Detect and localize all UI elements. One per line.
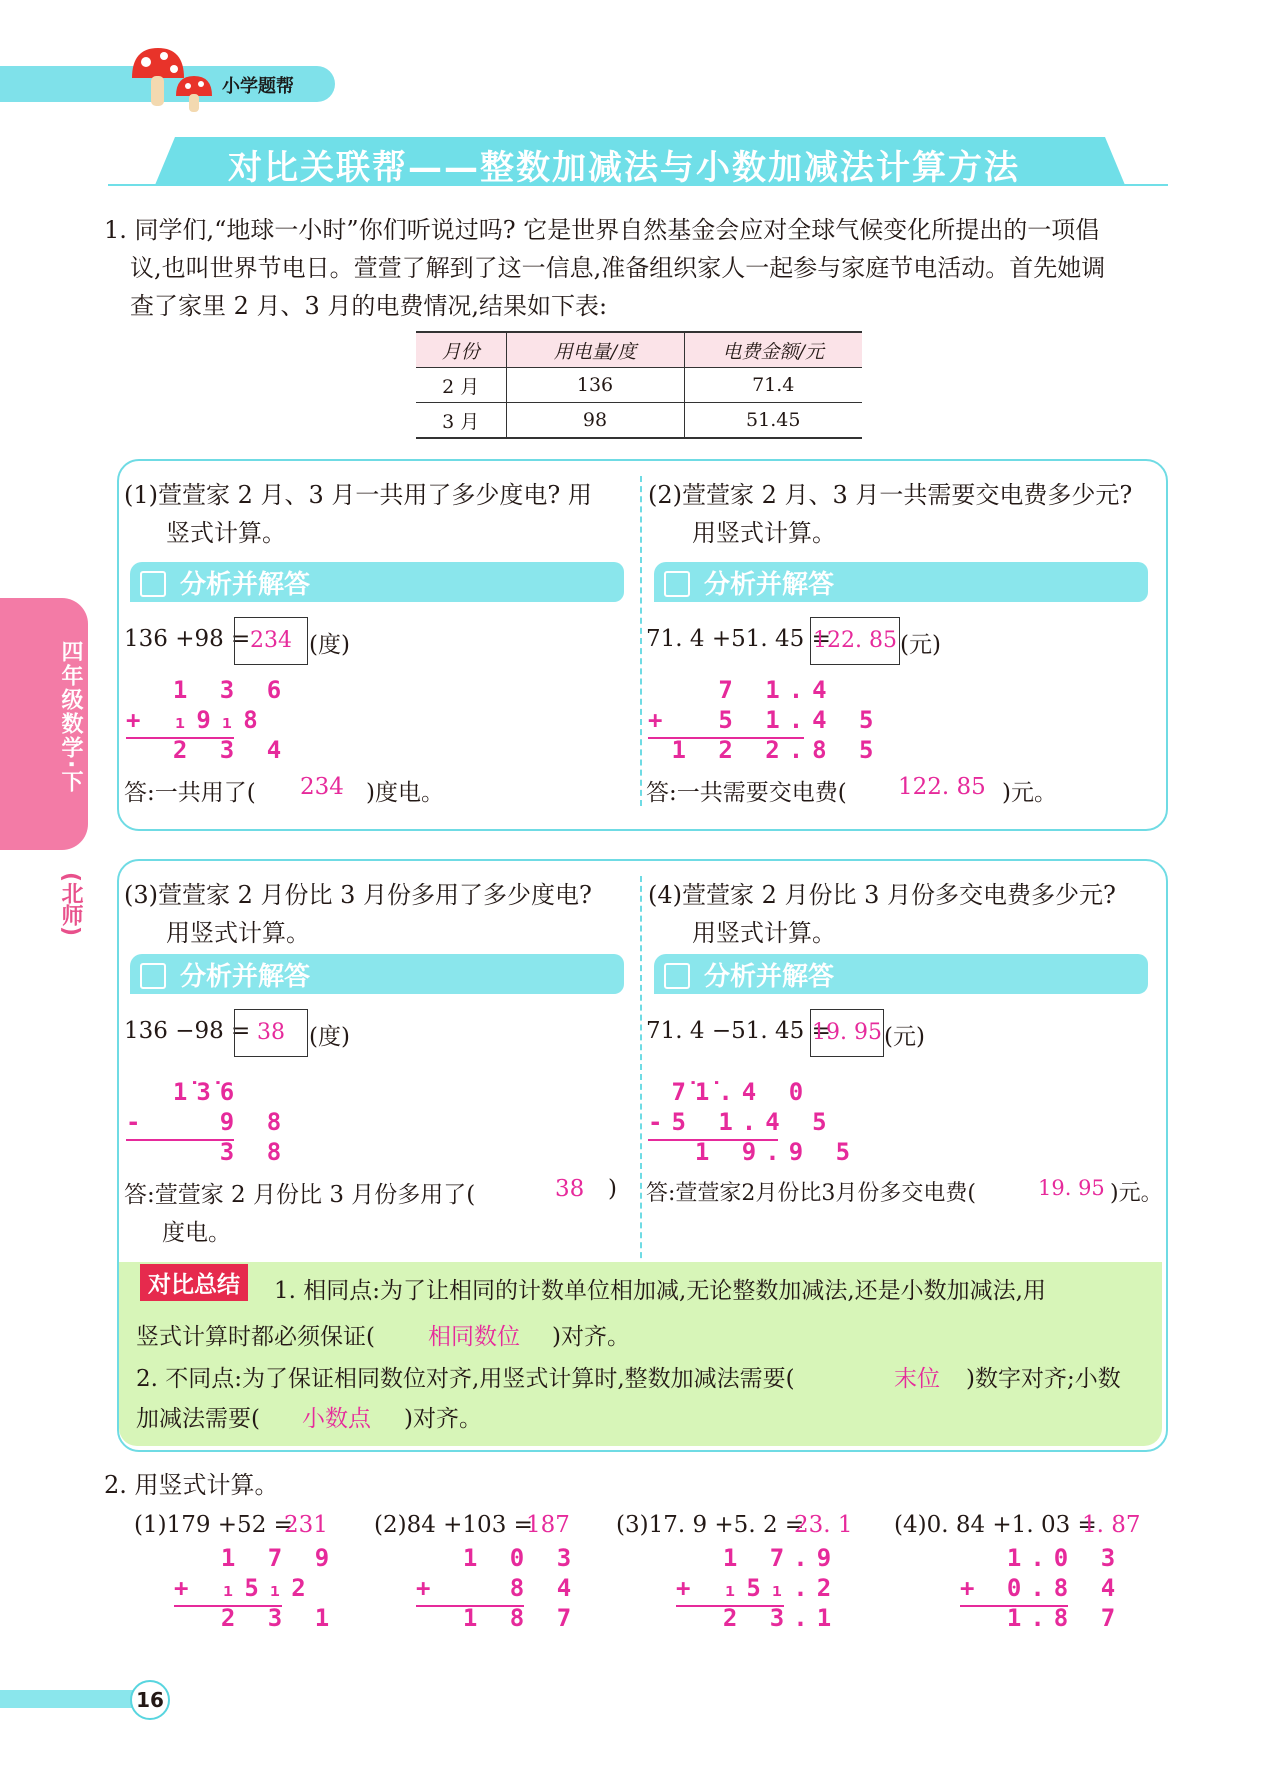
q2-item3-row1: 1 7.9	[676, 1544, 841, 1572]
p2-answer-suffix: )元。	[1002, 780, 1057, 806]
brand-name: 小学题帮	[222, 76, 294, 97]
q2-item4-row2: + 0.8 4	[960, 1574, 1125, 1602]
q2-item2-label: (2)84 +103 =	[374, 1512, 533, 1538]
q2-item2-row1: 1 0 3	[416, 1544, 581, 1572]
p3-answer-line2: 度电。	[162, 1220, 231, 1246]
q2-item4-answer: 1. 87	[1082, 1512, 1141, 1538]
table-header: 月份	[416, 332, 506, 368]
p1-answer-value: 234	[300, 774, 344, 800]
p3-answer-box: 38	[234, 1009, 308, 1057]
p2-vertical-row1: 7 1.4	[648, 676, 836, 704]
p1-vertical-row1: 1 3 6	[126, 676, 291, 704]
summary-point1-end: )对齐。	[552, 1324, 630, 1350]
p4-equation: 71. 4 −51. 45 =	[646, 1018, 831, 1044]
p1-unit: (度)	[309, 632, 350, 658]
q2-item4-row3: 1.8 7	[960, 1604, 1125, 1632]
q2-title: 2. 用竖式计算。	[104, 1471, 279, 1499]
p3-question-line1: (3)萱萱家 2 月份比 3 月份多用了多少度电?	[124, 881, 592, 909]
q1-line2: 议,也叫世界节电日。萱萱了解到了这一信息,准备组织家人一起参与家庭节电活动。首先她调	[130, 254, 1106, 282]
p2-answer-prefix: 答:一共需要交电费(	[646, 780, 847, 806]
q2-item1-label: (1)179 +52 =	[134, 1512, 293, 1538]
panel-divider	[640, 876, 642, 1268]
summary-point2-line1: 2. 不同点:为了保证相同数位对齐,用竖式计算时,整数加减法需要(	[136, 1366, 795, 1392]
footer-bar	[0, 1690, 140, 1708]
q2-item3-row2: + ₁5₁.2	[676, 1574, 841, 1602]
p2-question-line1: (2)萱萱家 2 月、3 月一共需要交电费多少元?	[648, 481, 1133, 509]
edition-label: (北师)	[58, 872, 83, 937]
p4-vertical-row1: 7̇1̇.4 0	[648, 1078, 813, 1106]
page-number: 16	[130, 1680, 170, 1720]
p3-vertical-row3: 3 8	[126, 1138, 291, 1166]
p2-unit: (元)	[900, 632, 941, 658]
p4-answer-value: 19. 95	[1038, 1176, 1105, 1200]
p4-unit: (元)	[884, 1024, 925, 1050]
electricity-table	[416, 331, 862, 439]
p4-question-line1: (4)萱萱家 2 月份比 3 月份多交电费多少元?	[648, 881, 1116, 909]
mushroom-icon	[128, 44, 220, 114]
p1-vertical-row2: + ₁9₁8	[126, 706, 267, 734]
p3-analysis-label: 分析并解答	[180, 962, 311, 992]
panel-divider	[640, 476, 642, 806]
page-title: 对比关联帮——整数加减法与小数加减法计算方法	[228, 148, 1020, 188]
table-header: 用电量/度	[506, 332, 684, 368]
p2-vertical-row2: + 5 1.4 5	[648, 706, 883, 734]
p1-analysis-label: 分析并解答	[180, 570, 311, 600]
summary-point2-end: )对齐。	[404, 1406, 482, 1432]
p1-equation: 136 +98 =	[124, 626, 251, 652]
p3-vertical-row2: - 9 8	[126, 1108, 291, 1136]
q2-item3-answer: 23. 1	[794, 1512, 853, 1538]
summary-point2-mid: )数字对齐;小数	[966, 1366, 1121, 1392]
p4-analysis-label: 分析并解答	[704, 962, 835, 992]
table-header: 电费金额/元	[684, 332, 862, 368]
p3-vertical-row1: 1̇3̇6	[126, 1078, 244, 1106]
q2-item2-row3: 1 8 7	[416, 1604, 581, 1632]
p1-answer-suffix: )度电。	[366, 780, 444, 806]
table-cell: 136	[506, 368, 684, 403]
summary-point1-line1: 1. 相同点:为了让相同的计数单位相加减,无论整数加减法,还是小数加减法,用	[274, 1278, 1046, 1304]
q2-item4-label: (4)0. 84 +1. 03 =	[894, 1512, 1097, 1538]
pencil-icon	[140, 963, 166, 989]
q2-item1-row3: 2 3 1	[174, 1604, 339, 1632]
q1-line3: 查了家里 2 月、3 月的电费情况,结果如下表:	[130, 292, 608, 320]
table-row	[416, 368, 862, 403]
p1-question-line2: 竖式计算。	[166, 519, 286, 547]
p3-question-line2: 用竖式计算。	[166, 919, 310, 947]
pencil-icon	[664, 963, 690, 989]
q2-item1-answer: 231	[284, 1512, 328, 1538]
table-cell: 51.45	[684, 403, 862, 439]
grade-label: 四年级数学·下	[58, 640, 83, 795]
p1-question-line1: (1)萱萱家 2 月、3 月一共用了多少度电? 用	[124, 481, 592, 509]
summary-fill-1: 相同数位	[428, 1324, 520, 1350]
p1-answer-prefix: 答:一共用了(	[124, 780, 256, 806]
table-row	[416, 403, 862, 439]
q2-item2-row2: + 8 4	[416, 1574, 581, 1602]
p1-vertical-row3: 2 3 4	[126, 736, 291, 764]
p4-vertical-row2: -5 1.4 5	[648, 1108, 836, 1136]
p4-answer-box: 19. 95	[810, 1009, 884, 1057]
p4-question-line2: 用竖式计算。	[692, 919, 836, 947]
p4-answer-suffix: )元。	[1110, 1181, 1163, 1206]
summary-fill-2: 末位	[894, 1366, 940, 1392]
p2-analysis-label: 分析并解答	[704, 570, 835, 600]
q2-item1-row2: + ₁5₁2	[174, 1574, 315, 1602]
p2-vertical-row3: 1 2 2.8 5	[648, 736, 883, 764]
p3-equation: 136 −98 =	[124, 1018, 251, 1044]
q2-item1-row1: 1 7 9	[174, 1544, 339, 1572]
p2-answer-value: 122. 85	[898, 774, 986, 800]
summary-fill-3: 小数点	[302, 1406, 371, 1432]
p4-vertical-row3: 1 9.9 5	[648, 1138, 860, 1166]
p3-answer-value: 38	[555, 1176, 585, 1202]
p1-answer-box: 234	[234, 617, 308, 665]
p3-unit: (度)	[309, 1024, 350, 1050]
pencil-icon	[664, 571, 690, 597]
table-cell: 71.4	[684, 368, 862, 403]
q2-item3-label: (3)17. 9 +5. 2 =	[616, 1512, 805, 1538]
summary-badge: 对比总结	[140, 1264, 248, 1301]
q2-item3-row3: 2 3.1	[676, 1604, 841, 1632]
q1-line1: 1. 同学们,“地球一小时”你们听说过吗? 它是世界自然基金会应对全球气候变化所提出的一项倡	[104, 216, 1100, 244]
summary-point1-line2: 竖式计算时都必须保证(	[136, 1324, 375, 1350]
pencil-icon	[140, 571, 166, 597]
table-cell: 98	[506, 403, 684, 439]
p4-answer-prefix: 答:萱萱家2月份比3月份多交电费(	[646, 1181, 976, 1206]
p2-equation: 71. 4 +51. 45 =	[646, 626, 831, 652]
p2-question-line2: 用竖式计算。	[692, 519, 836, 547]
p3-answer-prefix: 答:萱萱家 2 月份比 3 月份多用了(	[124, 1182, 476, 1208]
table-header-row	[416, 332, 862, 368]
p2-answer-box: 122. 85	[810, 617, 900, 665]
table-cell: 2 月	[442, 375, 480, 398]
table-cell: 3 月	[442, 410, 480, 433]
q2-item2-answer: 187	[526, 1512, 570, 1538]
summary-point2-line2: 加减法需要(	[136, 1406, 260, 1432]
p3-answer-suffix: )	[608, 1176, 617, 1202]
q2-item4-row1: 1.0 3	[960, 1544, 1125, 1572]
